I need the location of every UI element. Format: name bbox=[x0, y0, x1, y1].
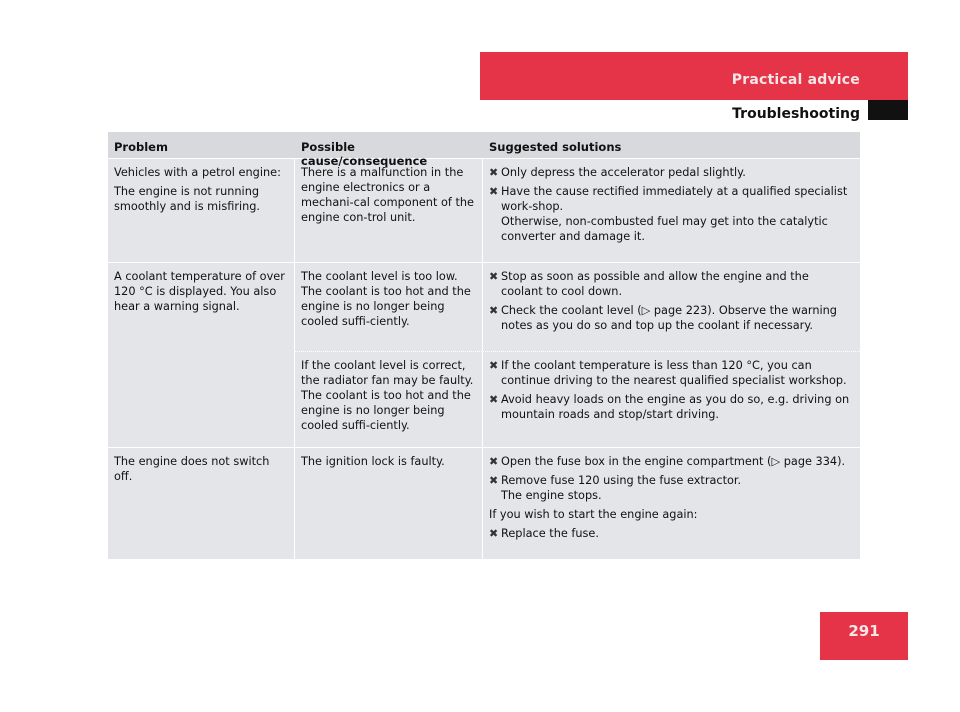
cause-cell bbox=[295, 352, 483, 447]
table-row bbox=[108, 263, 860, 448]
arrow-x-icon: ✖ bbox=[489, 393, 499, 406]
arrow-x-icon: ✖ bbox=[489, 185, 499, 198]
column-header-cause: Possible cause/consequence bbox=[301, 140, 428, 168]
cause-cell bbox=[295, 263, 483, 351]
column-header-problem: Problem bbox=[114, 140, 168, 154]
solution-text: Stop as soon as possible and allow the engine and the coolant to cool down. bbox=[501, 270, 809, 298]
cause-cell bbox=[295, 448, 483, 559]
solution-text: Have the cause rectified immediately at a qualified specialist work-shop. bbox=[501, 185, 848, 213]
solution-text: Only depress the accelerator pedal slightly. bbox=[501, 166, 746, 179]
page-number-box bbox=[820, 612, 908, 660]
table-header bbox=[108, 132, 860, 168]
list-item bbox=[489, 303, 854, 333]
solutions-cell bbox=[483, 263, 860, 351]
column-header-solutions: Suggested solutions bbox=[489, 140, 622, 154]
arrow-x-icon: ✖ bbox=[489, 359, 499, 372]
solution-note: The engine stops. bbox=[501, 489, 602, 502]
table-row bbox=[108, 448, 860, 560]
solutions-cell bbox=[483, 352, 860, 447]
cause-text: The coolant level is too low. The coolant is too hot and the engine is no longer being cooled suffi-ciently. bbox=[301, 270, 471, 328]
list-item bbox=[489, 269, 854, 299]
subsection-title: Troubleshooting bbox=[732, 106, 860, 122]
cause-cell bbox=[295, 159, 483, 262]
list-item bbox=[489, 473, 854, 503]
solution-condition: If you wish to start the engine again: bbox=[489, 508, 698, 521]
troubleshooting-table bbox=[108, 132, 860, 560]
list-item bbox=[489, 165, 854, 180]
arrow-x-icon: ✖ bbox=[489, 527, 499, 540]
problem-text: Vehicles with a petrol engine: bbox=[114, 166, 281, 179]
section-title: Practical advice bbox=[731, 72, 860, 88]
arrow-x-icon: ✖ bbox=[489, 270, 499, 283]
list-item bbox=[489, 358, 854, 388]
sub-row bbox=[295, 263, 860, 352]
problem-cell bbox=[108, 448, 295, 559]
solutions-cell bbox=[483, 448, 860, 559]
arrow-x-icon: ✖ bbox=[489, 166, 499, 179]
problem-text: The engine is not running smoothly and is misfiring. bbox=[114, 185, 261, 213]
list-item bbox=[489, 526, 854, 541]
sub-row bbox=[295, 352, 860, 447]
arrow-x-icon: ✖ bbox=[489, 474, 499, 487]
cause-text: If the coolant level is correct, the radiator fan may be faulty. The coolant is too hot and the engine is no longer being cooled suffi-ciently. bbox=[301, 359, 474, 432]
solution-note: Otherwise, non-combusted fuel may get into the catalytic converter and damage it. bbox=[501, 215, 828, 243]
solution-text: Remove fuse 120 using the fuse extractor. bbox=[501, 474, 742, 487]
cause-text: The ignition lock is faulty. bbox=[301, 455, 445, 468]
solutions-cell bbox=[483, 159, 860, 262]
section-marker bbox=[868, 100, 908, 120]
solution-text: If the coolant temperature is less than 120 °C, you can continue driving to the nearest qualified specialist workshop. bbox=[501, 359, 847, 387]
arrow-x-icon: ✖ bbox=[489, 455, 499, 468]
cause-text: There is a malfunction in the engine electronics or a mechani-cal component of the engine con-trol unit. bbox=[301, 166, 475, 224]
solution-text: Open the fuse box in the engine compartment (▷ page 334). bbox=[501, 455, 846, 468]
list-item bbox=[489, 454, 854, 469]
solution-text: Avoid heavy loads on the engine as you do so, e.g. driving on mountain roads and stop/start driving. bbox=[501, 393, 850, 421]
problem-cell bbox=[108, 159, 295, 262]
problem-text: A coolant temperature of over 120 °C is displayed. You also hear a warning signal. bbox=[114, 270, 285, 313]
problem-text: The engine does not switch off. bbox=[114, 455, 270, 483]
solution-text: Check the coolant level (▷ page 223). Observe the warning notes as you do so and top up the coolant if necessary. bbox=[501, 304, 837, 332]
sub-rows bbox=[295, 263, 860, 447]
section-banner bbox=[480, 52, 908, 100]
solution-text: Replace the fuse. bbox=[501, 527, 599, 540]
table-row bbox=[108, 159, 860, 263]
problem-cell bbox=[108, 263, 295, 447]
list-item bbox=[489, 392, 854, 422]
page-number: 291 bbox=[848, 622, 880, 640]
arrow-x-icon: ✖ bbox=[489, 304, 499, 317]
list-item bbox=[489, 184, 854, 244]
